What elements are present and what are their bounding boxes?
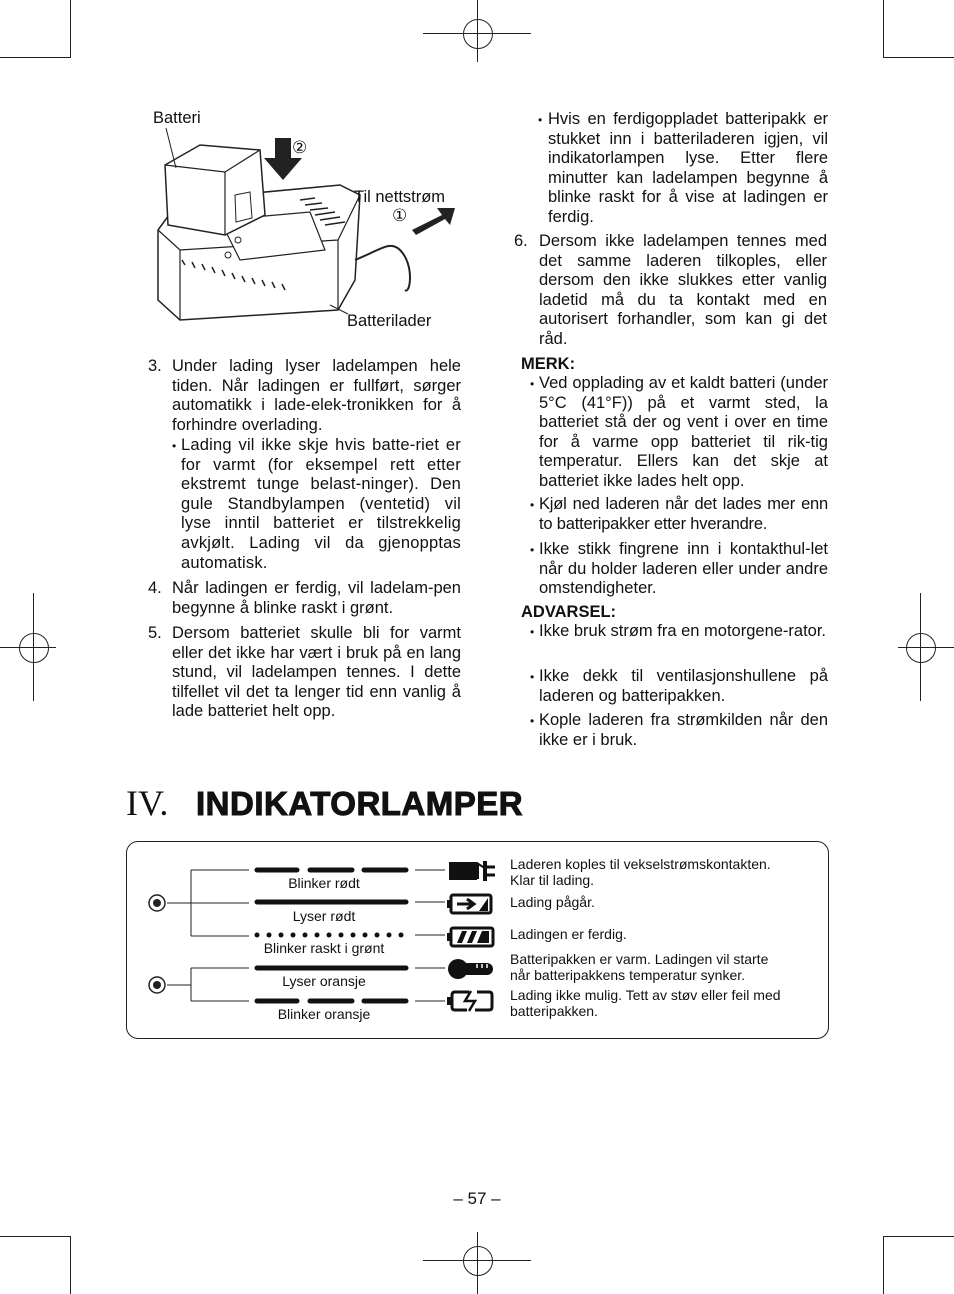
step-1-marker: ①: [392, 206, 408, 225]
lamp-label-blink-orange: Blinker oransje: [277, 1006, 371, 1022]
label-mains: Til nettstrøm: [354, 188, 446, 206]
bullet-text: Ikke bruk strøm fra en motorgene-rator.: [539, 622, 827, 640]
bullet-text: Lading vil ikke skje hvis batte-riet er for varmt (for eksempel rett etter ekstremt tunge belast-ninger). Den gule Standbylampen (ventetid) vil lyse inntil batteriet er tilstrekkelig avkjølt. Lading vil da gjenopptas automatisk.: [181, 436, 461, 572]
list-number: 4.: [148, 579, 162, 597]
bullet-text: Ikke dekk til ventilasjonshullene på laderen og batteripakken.: [539, 667, 828, 705]
bullet-text: Hvis en ferdigoppladet batteripakk er stukket inn i batteriladeren igjen, vil indikatorlampen lyse. Etter flere minutter kan ladelampen begynne å blinke raskt for å vise at ladingen er ferdig.: [548, 110, 828, 226]
charger-figure: [140, 100, 470, 340]
lamp-label-fast-green: Blinker raskt i grønt: [263, 940, 385, 956]
bullet-text: Ved opplading av et kaldt batteri (under 5°C (41°F)) på et varmt sted, la batteriet stå der og vent i over en time for å varme opp batteriet til rik-tig temperatur. Ellers kan det skje at batteriet ikke lades helt opp.: [539, 374, 828, 490]
warning-heading: ADVARSEL:: [521, 603, 617, 621]
plug-icon: [447, 859, 497, 883]
label-battery: Batteri: [153, 109, 201, 127]
list-text: Dersom batteriet skulle bli for varmt eller det ikke har vært i bruk på en lang stund, vil ladelampen tennes. I dette tilfellet vil det ta lenger tid enn vanlig å lade batteriet helt opp.: [172, 624, 461, 721]
broken-battery-icon: [447, 989, 497, 1013]
thermometer-icon: [447, 957, 497, 981]
note-heading: MERK:: [521, 355, 576, 373]
charger-illustration: [140, 100, 470, 340]
lamp-label-blink-red: Blinker rødt: [288, 875, 360, 891]
list-number: 6.: [514, 232, 528, 250]
description-charging: Lading pågår.: [510, 894, 595, 910]
section-title: INDIKATORLAMPER: [196, 785, 524, 822]
description-ready: Laderen koples til vekselstrømskontakten. Klar til lading.: [510, 856, 771, 888]
description-complete: Ladingen er ferdig.: [510, 926, 627, 942]
list-text: Under lading lyser ladelampen hele tiden. Når ladingen er fullført, sørger automatikk i lade-elek-tronikken for å forhindre overlading.: [172, 357, 461, 434]
indicator-table: [126, 841, 829, 1039]
list-text: Dersom ikke ladelampen tennes med det samme laderen tilkoples, eller dersom den ikke slukkes etter vanlig ladetid må du ta kontakt med en autorisert forhandler, som kan gi det råd.: [539, 232, 827, 348]
full-battery-icon: [447, 925, 497, 949]
page-number: – 57 –: [453, 1189, 501, 1208]
bullet-text: Kople laderen fra strømkilden når den ikke er i bruk.: [539, 711, 828, 749]
description-hot: Batteripakken er varm. Ladingen vil starte når batteripakkens temperatur synker.: [510, 951, 769, 983]
list-number: 5.: [148, 624, 162, 642]
bullet-text: Ikke stikk fingrene inn i kontakthul-let når du holder laderen eller under andre omstendigheter.: [539, 540, 828, 598]
list-number: 3.: [148, 357, 162, 375]
section-numeral: IV.: [126, 783, 169, 823]
bullet-text: Kjøl ned laderen når det lades mer enn to batteripakker etter hverandre.: [539, 495, 828, 533]
charging-battery-icon: [447, 892, 497, 916]
list-text: Når ladingen er ferdig, vil ladelam-pen begynne å blinke raskt i grønt.: [172, 579, 461, 617]
lamp-label-solid-red: Lyser rødt: [292, 908, 356, 924]
step-2-marker: ②: [292, 138, 308, 157]
lamp-label-solid-orange: Lyser oransje: [282, 973, 366, 989]
description-error: Lading ikke mulig. Tett av støv eller feil med batteripakken.: [510, 987, 781, 1019]
label-charger: Batterilader: [347, 312, 432, 330]
